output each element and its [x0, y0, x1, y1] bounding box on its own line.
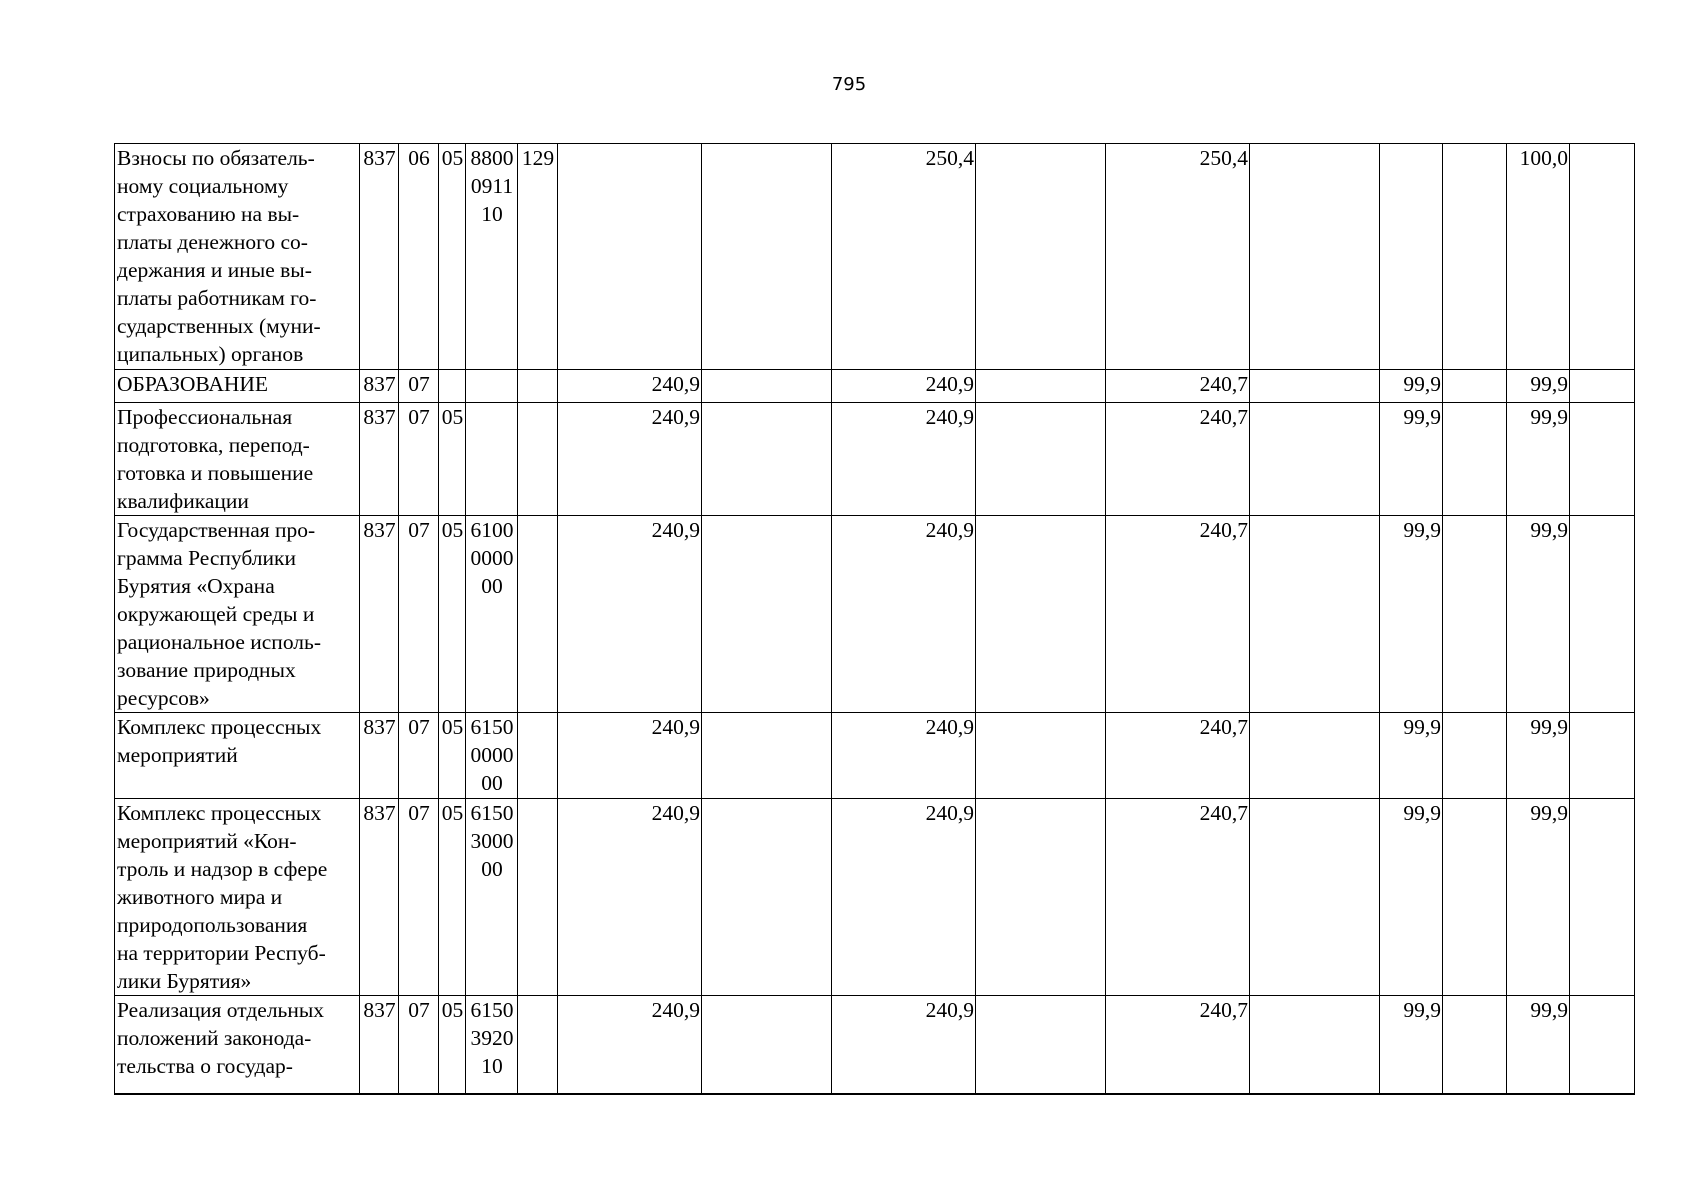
cell-target-article: 6150 3000 00: [466, 799, 518, 996]
cell-subsection: 05: [439, 799, 466, 996]
cell-target-article: [466, 403, 518, 516]
cell-value-1: 240,9: [558, 996, 702, 1094]
cell-value-10: [1570, 370, 1635, 403]
cell-value-2: [702, 996, 832, 1094]
cell-value-9: 99,9: [1507, 370, 1570, 403]
cell-ved: 837: [360, 403, 399, 516]
cell-ved: 837: [360, 516, 399, 713]
cell-value-3: 240,9: [832, 516, 976, 713]
cell-ved: 837: [360, 144, 399, 370]
row-name: Комплекс процессных мероприятий: [115, 713, 360, 799]
cell-subsection: [439, 370, 466, 403]
cell-ved: 837: [360, 996, 399, 1094]
cell-value-10: [1570, 996, 1635, 1094]
cell-value-6: [1250, 370, 1380, 403]
cell-target-article: 6150 0000 00: [466, 713, 518, 799]
cell-value-2: [702, 516, 832, 713]
cell-value-3: 240,9: [832, 370, 976, 403]
row-name: Реализация отдельных положений законода- тельства о государ-: [115, 996, 360, 1094]
cell-value-3: 240,9: [832, 799, 976, 996]
cell-value-8: [1443, 799, 1507, 996]
cell-value-1: 240,9: [558, 370, 702, 403]
cell-value-4: [976, 713, 1106, 799]
row-name: Профессиональная подготовка, перепод- готовка и повышение квалификации: [115, 403, 360, 516]
cell-section: 07: [399, 799, 439, 996]
cell-section: 07: [399, 370, 439, 403]
cell-value-8: [1443, 713, 1507, 799]
cell-value-8: [1443, 144, 1507, 370]
cell-value-8: [1443, 370, 1507, 403]
cell-expense-type: 129: [518, 144, 558, 370]
cell-value-4: [976, 996, 1106, 1094]
cell-subsection: 05: [439, 996, 466, 1094]
cell-value-8: [1443, 403, 1507, 516]
cell-value-5: 240,7: [1106, 996, 1250, 1094]
cell-value-8: [1443, 996, 1507, 1094]
cell-value-7: 99,9: [1380, 799, 1443, 996]
cell-expense-type: [518, 370, 558, 403]
cell-value-3: 240,9: [832, 713, 976, 799]
cell-value-7: 99,9: [1380, 370, 1443, 403]
cell-value-10: [1570, 713, 1635, 799]
cell-expense-type: [518, 799, 558, 996]
cell-value-4: [976, 144, 1106, 370]
cell-value-3: 240,9: [832, 403, 976, 516]
cell-value-5: 240,7: [1106, 799, 1250, 996]
cell-expense-type: [518, 516, 558, 713]
cell-value-3: 240,9: [832, 996, 976, 1094]
cell-ved: 837: [360, 713, 399, 799]
cell-value-6: [1250, 403, 1380, 516]
cell-value-4: [976, 516, 1106, 713]
cell-value-8: [1443, 516, 1507, 713]
cell-value-2: [702, 713, 832, 799]
cell-value-9: 99,9: [1507, 403, 1570, 516]
cell-subsection: 05: [439, 144, 466, 370]
cell-ved: 837: [360, 370, 399, 403]
cell-value-7: 99,9: [1380, 403, 1443, 516]
cell-section: 07: [399, 996, 439, 1094]
table-row: [115, 516, 1635, 713]
cell-value-1: 240,9: [558, 516, 702, 713]
table-row: [115, 403, 1635, 516]
row-name: Взносы по обязатель- ному социальному страхованию на вы- платы денежного со- держания и иные вы- платы работникам го- сударственных (муни- ципальных) органов: [115, 144, 360, 370]
cell-value-1: 240,9: [558, 713, 702, 799]
cell-value-2: [702, 144, 832, 370]
table-row: [115, 713, 1635, 799]
cell-value-5: 240,7: [1106, 713, 1250, 799]
cell-value-9: 99,9: [1507, 799, 1570, 996]
table-body: [115, 144, 1635, 1094]
cell-value-4: [976, 799, 1106, 996]
cell-value-6: [1250, 799, 1380, 996]
cell-section: 07: [399, 403, 439, 516]
cell-value-1: 240,9: [558, 403, 702, 516]
cell-section: 06: [399, 144, 439, 370]
cell-value-6: [1250, 144, 1380, 370]
cell-target-article: 8800 0911 10: [466, 144, 518, 370]
cell-value-4: [976, 403, 1106, 516]
cell-value-2: [702, 799, 832, 996]
table-row: [115, 799, 1635, 996]
cell-value-5: 240,7: [1106, 370, 1250, 403]
cell-value-10: [1570, 144, 1635, 370]
cell-value-3: 250,4: [832, 144, 976, 370]
cell-expense-type: [518, 713, 558, 799]
cell-ved: 837: [360, 799, 399, 996]
cell-value-1: 240,9: [558, 799, 702, 996]
cell-value-9: 99,9: [1507, 516, 1570, 713]
cell-target-article: 6100 0000 00: [466, 516, 518, 713]
cell-value-6: [1250, 516, 1380, 713]
cell-value-6: [1250, 996, 1380, 1094]
cell-expense-type: [518, 996, 558, 1094]
cell-section: 07: [399, 713, 439, 799]
cell-value-2: [702, 403, 832, 516]
cell-value-2: [702, 370, 832, 403]
table-row: [115, 996, 1635, 1094]
cell-value-1: [558, 144, 702, 370]
cell-value-9: 100,0: [1507, 144, 1570, 370]
cell-value-7: 99,9: [1380, 713, 1443, 799]
cell-value-5: 250,4: [1106, 144, 1250, 370]
cell-section: 07: [399, 516, 439, 713]
cell-target-article: [466, 370, 518, 403]
table-row: [115, 144, 1635, 370]
budget-table: [114, 143, 1635, 1095]
cell-value-4: [976, 370, 1106, 403]
cell-target-article: 6150 3920 10: [466, 996, 518, 1094]
page-number: 795: [831, 74, 867, 95]
row-name: ОБРАЗОВАНИЕ: [115, 370, 360, 403]
cell-value-6: [1250, 713, 1380, 799]
cell-value-10: [1570, 516, 1635, 713]
row-name: Комплекс процессных мероприятий «Кон- троль и надзор в сфере животного мира и природопользования на территории Респуб- лики Бурятия»: [115, 799, 360, 996]
cell-subsection: 05: [439, 516, 466, 713]
cell-value-9: 99,9: [1507, 996, 1570, 1094]
cell-value-5: 240,7: [1106, 516, 1250, 713]
cell-value-7: [1380, 144, 1443, 370]
cell-value-10: [1570, 799, 1635, 996]
cell-value-7: 99,9: [1380, 516, 1443, 713]
cell-value-7: 99,9: [1380, 996, 1443, 1094]
cell-value-5: 240,7: [1106, 403, 1250, 516]
cell-expense-type: [518, 403, 558, 516]
cell-subsection: 05: [439, 403, 466, 516]
cell-value-9: 99,9: [1507, 713, 1570, 799]
row-name: Государственная про- грамма Республики Бурятия «Охрана окружающей среды и рациональное исполь- зование природных ресурсов»: [115, 516, 360, 713]
cell-value-10: [1570, 403, 1635, 516]
cell-subsection: 05: [439, 713, 466, 799]
table-row: [115, 370, 1635, 403]
